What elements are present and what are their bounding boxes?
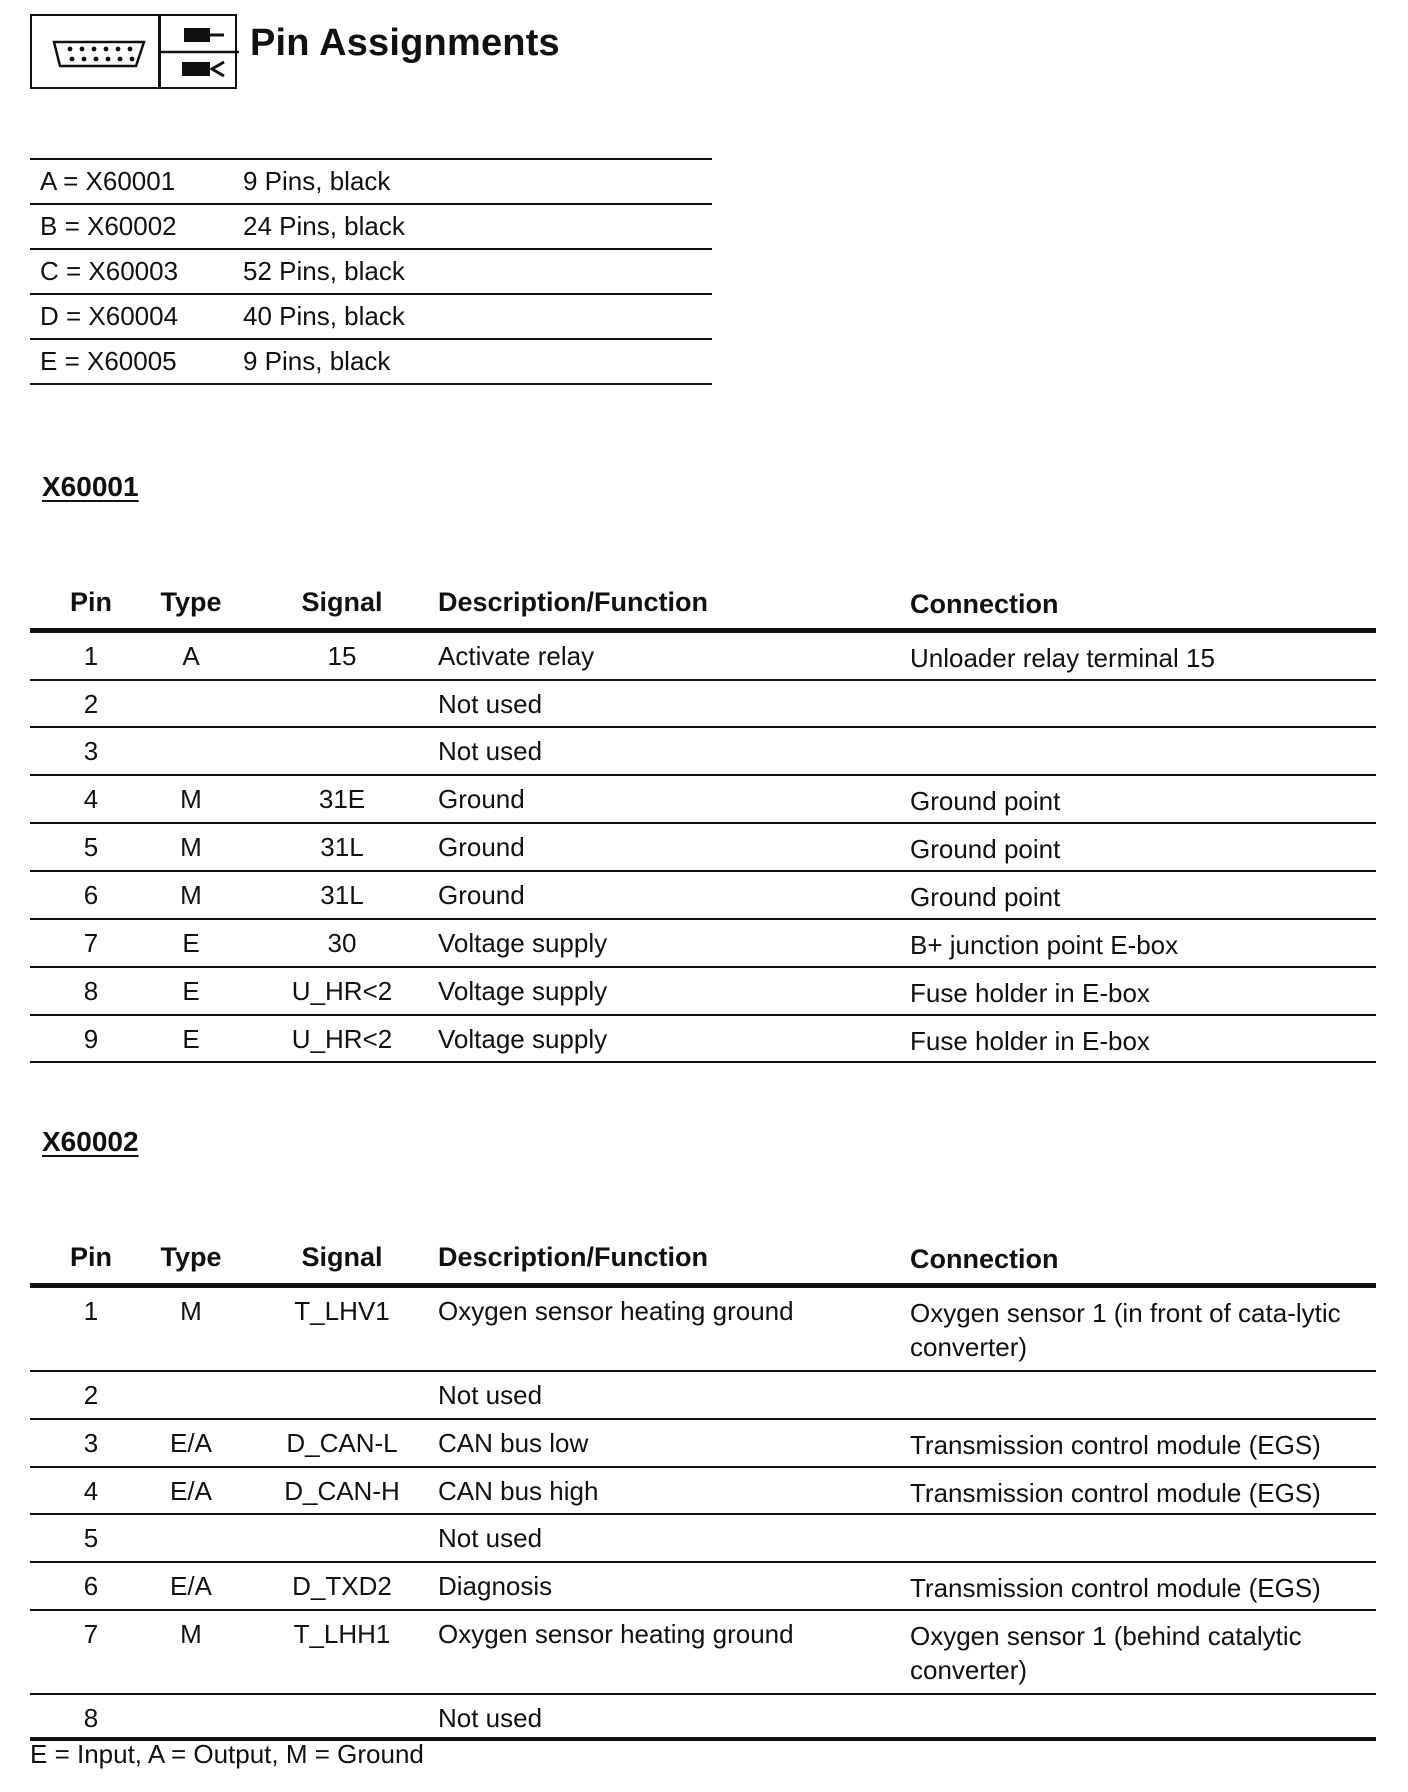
cell-pin: 7 (83, 1619, 99, 1649)
connector-desc: 9 Pins, black (243, 166, 391, 196)
cell-pin: 4 (83, 1476, 99, 1506)
cell-type: E (182, 928, 200, 958)
cell-pin: 1 (83, 1296, 99, 1326)
connector-row (30, 340, 712, 385)
cell-conn: Fuse holder in E-box (910, 1026, 1150, 1056)
connector-row (30, 205, 712, 250)
header-signal: Signal (301, 1242, 383, 1272)
cell-desc: Diagnosis (438, 1571, 553, 1601)
connector-id: D = X60004 (40, 301, 179, 331)
connector-desc: 52 Pins, black (243, 256, 405, 286)
table-row (30, 824, 1376, 872)
plug-socket-icon (32, 16, 239, 91)
cell-desc: Oxygen sensor heating ground (438, 1296, 794, 1326)
cell-signal: 31E (318, 784, 366, 814)
table-header (30, 580, 1376, 633)
cell-signal: T_LHH1 (293, 1619, 391, 1649)
cell-signal: 31L (320, 880, 364, 910)
cell-desc: Not used (438, 1703, 543, 1733)
cell-type: E (182, 976, 200, 1006)
table-row (30, 1695, 1376, 1741)
header-conn: Connection (910, 589, 1059, 619)
cell-pin: 8 (83, 976, 99, 1006)
cell-pin: 3 (83, 1428, 99, 1458)
header-type: Type (160, 587, 222, 617)
table-row (30, 872, 1376, 920)
cell-signal: 31L (320, 832, 364, 862)
cell-pin: 7 (83, 928, 99, 958)
table-row (30, 728, 1376, 776)
cell-type: M (180, 1619, 202, 1649)
cell-desc: Ground (438, 832, 525, 862)
cell-desc: Voltage supply (438, 928, 608, 958)
cell-conn: Transmission control module (EGS) (910, 1573, 1321, 1603)
cell-type: E/A (170, 1428, 212, 1458)
table-row (30, 1515, 1376, 1563)
cell-desc: CAN bus high (438, 1476, 599, 1506)
header-icon-box (30, 14, 237, 89)
connector-row (30, 160, 712, 205)
section-heading-x60002: X60002 (42, 1126, 139, 1157)
cell-conn: Transmission control module (EGS) (910, 1430, 1321, 1460)
pin-table-x60002 (30, 1235, 1376, 1741)
cell-desc: Ground (438, 880, 525, 910)
table-row (30, 1288, 1376, 1372)
cell-signal: D_CAN-L (286, 1428, 398, 1458)
cell-desc: CAN bus low (438, 1428, 589, 1458)
cell-desc: Not used (438, 736, 543, 766)
connector-list (30, 158, 712, 385)
cell-type: E (182, 1024, 200, 1054)
cell-signal: D_TXD2 (292, 1571, 392, 1601)
cell-pin: 6 (83, 880, 99, 910)
cell-signal: 30 (327, 928, 357, 958)
cell-conn: Ground point (910, 882, 1061, 912)
cell-desc: Ground (438, 784, 525, 814)
cell-signal: U_HR<2 (291, 1024, 393, 1054)
cell-pin: 6 (83, 1571, 99, 1601)
table-row (30, 1372, 1376, 1420)
table-row (30, 681, 1376, 728)
header-conn: Connection (910, 1244, 1059, 1274)
cell-pin: 9 (83, 1024, 99, 1054)
cell-conn: Unloader relay terminal 15 (910, 643, 1215, 673)
connector-row (30, 250, 712, 295)
header-type: Type (160, 1242, 222, 1272)
cell-type: E/A (170, 1476, 212, 1506)
table-row (30, 1563, 1376, 1611)
cell-conn: Oxygen sensor 1 (behind catalytic converter) (910, 1621, 1302, 1685)
table-row (30, 776, 1376, 824)
header-desc: Description/Function (438, 587, 708, 617)
cell-signal: T_LHV1 (294, 1296, 390, 1326)
connector-desc: 40 Pins, black (243, 301, 405, 331)
cell-desc: Oxygen sensor heating ground (438, 1619, 794, 1649)
header-pin: Pin (69, 1242, 112, 1272)
cell-desc: Not used (438, 1380, 543, 1410)
table-row (30, 1420, 1376, 1468)
cell-conn: Fuse holder in E-box (910, 978, 1150, 1008)
cell-desc: Not used (438, 689, 543, 719)
cell-pin: 3 (83, 736, 99, 766)
cell-conn: Oxygen sensor 1 (in front of cata-lytic converter) (910, 1298, 1341, 1362)
cell-type: E/A (170, 1571, 212, 1601)
connector-id: A = X60001 (40, 166, 176, 196)
header-pin: Pin (69, 587, 112, 617)
connector-desc: 24 Pins, black (243, 211, 405, 241)
connector-row (30, 295, 712, 340)
connector-id: B = X60002 (40, 211, 177, 241)
table-row (30, 633, 1376, 681)
table-row (30, 1016, 1376, 1063)
table-row (30, 1611, 1376, 1695)
cell-pin: 1 (83, 641, 99, 671)
page-title: Pin Assignments (250, 22, 560, 64)
cell-pin: 5 (83, 832, 99, 862)
connector-id: C = X60003 (40, 256, 179, 286)
cell-conn: B+ junction point E-box (910, 930, 1179, 960)
cell-conn: Transmission control module (EGS) (910, 1478, 1321, 1508)
cell-type: M (180, 1296, 202, 1326)
cell-pin: 2 (83, 689, 99, 719)
header-signal: Signal (301, 587, 383, 617)
cell-pin: 8 (83, 1703, 99, 1733)
connector-desc: 9 Pins, black (243, 346, 391, 376)
cell-pin: 4 (83, 784, 99, 814)
table-header (30, 1235, 1376, 1288)
table-row (30, 968, 1376, 1016)
cell-type: M (180, 784, 202, 814)
cell-conn: Ground point (910, 834, 1061, 864)
cell-signal: U_HR<2 (291, 976, 393, 1006)
cell-pin: 2 (83, 1380, 99, 1410)
cell-signal: 15 (327, 641, 357, 671)
cell-desc: Voltage supply (438, 976, 608, 1006)
cell-desc: Not used (438, 1523, 543, 1553)
cell-type: M (180, 880, 202, 910)
cell-desc: Activate relay (438, 641, 595, 671)
cell-desc: Voltage supply (438, 1024, 608, 1054)
cell-type: A (182, 641, 200, 671)
cell-pin: 5 (83, 1523, 99, 1553)
connector-id: E = X60005 (40, 346, 177, 376)
header-desc: Description/Function (438, 1242, 708, 1272)
cell-type: M (180, 832, 202, 862)
table-row (30, 920, 1376, 968)
cell-signal: D_CAN-H (284, 1476, 400, 1506)
cell-conn: Ground point (910, 786, 1061, 816)
legend: E = Input, A = Output, M = Ground (30, 1739, 424, 1769)
pin-table-x60001 (30, 580, 1376, 1063)
section-heading-x60001: X60001 (42, 471, 139, 502)
table-row (30, 1468, 1376, 1515)
